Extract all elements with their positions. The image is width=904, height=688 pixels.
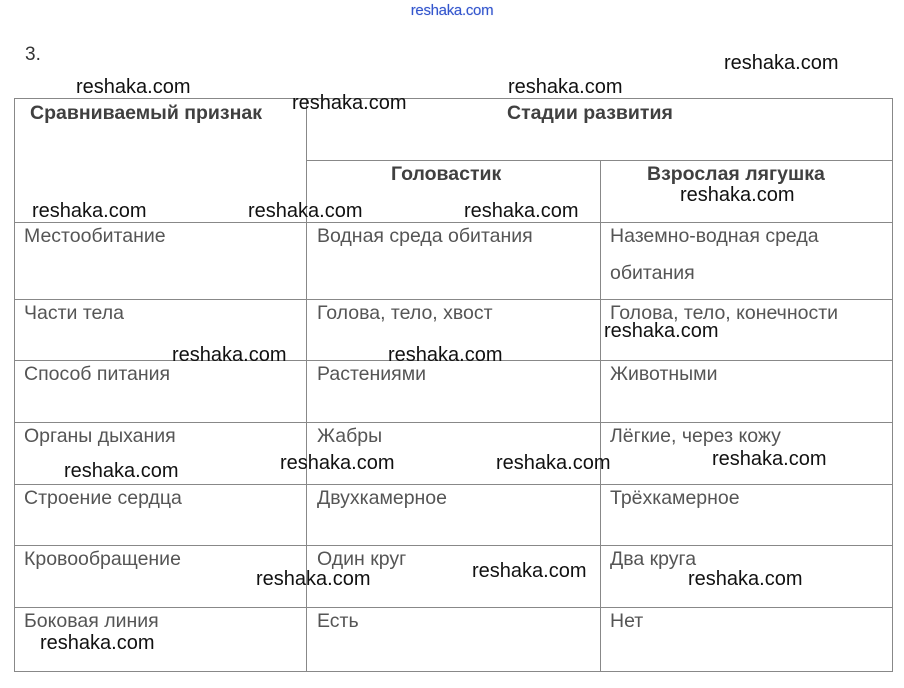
cell-adult: Лёгкие, через кожу — [610, 425, 781, 447]
table-header-divider — [306, 160, 893, 161]
cell-tadpole: Растениями — [317, 363, 427, 385]
table-border-left — [14, 98, 15, 672]
cell-feature: Кровообращение — [24, 548, 181, 570]
cell-feature: Способ питания — [24, 363, 171, 385]
header-adult-frog: Взрослая лягушка — [647, 163, 825, 185]
watermark: reshaka.com — [256, 568, 371, 590]
header-tadpole: Головастик — [391, 163, 502, 185]
watermark: reshaka.com — [388, 344, 503, 366]
watermark: reshaka.com — [508, 76, 623, 98]
watermark: reshaka.com — [172, 344, 287, 366]
cell-feature: Органы дыхания — [24, 425, 176, 447]
watermark: reshaka.com — [464, 200, 579, 222]
watermark: reshaka.com — [248, 200, 363, 222]
watermark: reshaka.com — [712, 448, 827, 470]
watermark: reshaka.com — [280, 452, 395, 474]
cell-tadpole: Есть — [317, 610, 359, 632]
header-compared-feature: Сравниваемый признак — [30, 102, 262, 124]
watermark: reshaka.com — [724, 52, 839, 74]
watermark: reshaka.com — [688, 568, 803, 590]
watermark: reshaka.com — [292, 92, 407, 114]
cell-adult: Голова, тело, конечности — [610, 302, 839, 324]
task-number: 3. — [25, 44, 41, 65]
table-column-divider-2 — [600, 160, 601, 672]
table-border-bottom — [14, 671, 893, 672]
cell-tadpole: Водная среда обитания — [317, 225, 533, 247]
cell-adult-continued: обитания — [610, 262, 695, 284]
watermark: reshaka.com — [472, 560, 587, 582]
cell-feature: Местообитание — [24, 225, 166, 247]
watermark: reshaka.com — [680, 184, 795, 206]
watermark: reshaka.com — [64, 460, 179, 482]
watermark: reshaka.com — [604, 320, 719, 342]
cell-adult: Два круга — [610, 548, 697, 570]
header-development-stages: Стадии развития — [507, 102, 673, 124]
cell-tadpole: Двухкамерное — [317, 487, 447, 509]
watermark: reshaka.com — [40, 632, 155, 654]
site-logo[interactable]: reshaka.com — [410, 2, 494, 19]
cell-adult: Трёхкамерное — [610, 487, 740, 509]
cell-adult: Животными — [610, 363, 718, 385]
table-border-right — [892, 98, 893, 672]
cell-feature: Части тела — [24, 302, 124, 324]
watermark: reshaka.com — [496, 452, 611, 474]
cell-adult: Наземно-водная среда — [610, 225, 819, 247]
watermark: reshaka.com — [32, 200, 147, 222]
cell-feature: Боковая линия — [24, 610, 159, 632]
cell-adult: Нет — [610, 610, 644, 632]
watermark: reshaka.com — [76, 76, 191, 98]
cell-feature: Строение сердца — [24, 487, 182, 509]
cell-tadpole: Один круг — [317, 548, 407, 570]
cell-tadpole: Жабры — [317, 425, 383, 447]
cell-tadpole: Голова, тело, хвост — [317, 302, 493, 324]
